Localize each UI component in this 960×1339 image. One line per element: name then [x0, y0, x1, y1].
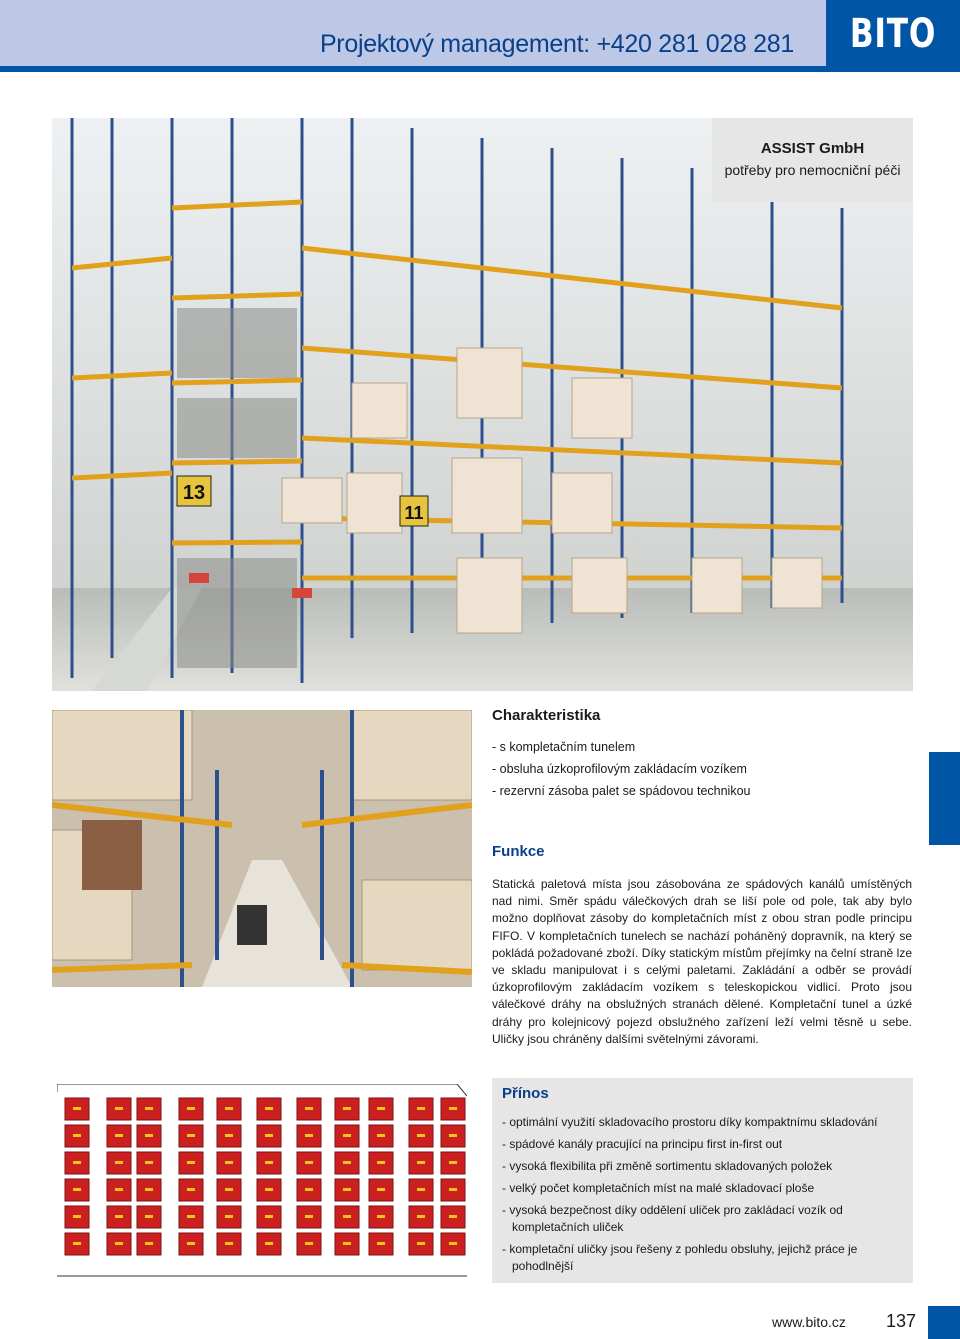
flow-arrow	[225, 1107, 233, 1110]
company-name: ASSIST GmbH	[760, 140, 865, 157]
flow-arrow	[377, 1107, 385, 1110]
side-chapter-tab	[929, 752, 960, 845]
flow-arrow	[225, 1215, 233, 1218]
tunnel-illustration	[52, 710, 472, 987]
flow-arrow	[417, 1215, 425, 1218]
flow-arrow	[225, 1134, 233, 1137]
flow-arrow	[377, 1134, 385, 1137]
list-item: - obsluha úzkoprofilovým zakládacím vozíkem	[492, 762, 747, 776]
flow-arrow	[145, 1161, 153, 1164]
flow-arrow	[225, 1188, 233, 1191]
list-item: - spádové kanály pracující na principu first in-first out	[502, 1137, 783, 1151]
flow-arrow	[377, 1215, 385, 1218]
bito-logo	[826, 0, 960, 68]
flow-arrow	[377, 1161, 385, 1164]
flow-arrow	[115, 1242, 123, 1245]
flow-arrow	[115, 1188, 123, 1191]
company-subtitle: potřeby pro nemocniční péči	[724, 162, 901, 178]
prinos-list	[502, 1114, 902, 1280]
page-number: 137	[886, 1311, 917, 1331]
flow-arrow	[343, 1215, 351, 1218]
flow-arrow	[449, 1242, 457, 1245]
flow-arrow	[265, 1161, 273, 1164]
flow-arrow	[265, 1107, 273, 1110]
flow-arrow	[343, 1107, 351, 1110]
flow-arrow	[343, 1242, 351, 1245]
flow-arrow	[449, 1215, 457, 1218]
flow-arrow	[377, 1242, 385, 1245]
prinos-title: Přínos	[502, 1085, 549, 1102]
page-header-title: Projektový management: +420 281 028 281	[319, 30, 794, 58]
flow-arrow	[145, 1134, 153, 1137]
funkce-title: Funkce	[492, 843, 545, 860]
flow-arrow	[449, 1161, 457, 1164]
flow-arrow	[449, 1107, 457, 1110]
header-rule	[0, 66, 960, 72]
flow-arrow	[187, 1107, 195, 1110]
flow-arrow	[187, 1215, 195, 1218]
flow-arrow	[115, 1215, 123, 1218]
charakteristika-title: Charakteristika	[492, 707, 601, 724]
flow-arrow	[73, 1215, 81, 1218]
warehouse-illustration	[52, 118, 913, 691]
flow-arrow	[305, 1107, 313, 1110]
flow-arrow	[187, 1134, 195, 1137]
flow-arrow	[377, 1188, 385, 1191]
rack-label-11: 11	[404, 503, 424, 523]
flow-arrow	[343, 1188, 351, 1191]
flow-arrow	[265, 1134, 273, 1137]
flow-arrow	[265, 1242, 273, 1245]
picking-tunnel-photo	[52, 710, 472, 987]
list-item: - optimální využití skladovacího prostoru díky kompaktnímu skladování	[502, 1115, 878, 1129]
flow-arrow	[417, 1107, 425, 1110]
prinos-box	[492, 1078, 913, 1283]
flow-arrow	[449, 1134, 457, 1137]
flow-arrow	[73, 1107, 81, 1110]
flow-arrow	[265, 1188, 273, 1191]
flow-arrow	[417, 1188, 425, 1191]
flow-arrow	[145, 1107, 153, 1110]
flow-arrow	[305, 1242, 313, 1245]
flow-arrow	[417, 1161, 425, 1164]
rack-layout-diagram	[57, 1084, 467, 1279]
flow-arrow	[73, 1242, 81, 1245]
flow-arrow	[225, 1242, 233, 1245]
flow-arrow	[145, 1215, 153, 1218]
flow-arrow	[115, 1107, 123, 1110]
flow-arrow	[73, 1188, 81, 1191]
flow-arrow	[145, 1188, 153, 1191]
list-item: - rezervní zásoba palet se spádovou technikou	[492, 784, 751, 798]
flow-arrow	[449, 1188, 457, 1191]
flow-arrow	[73, 1134, 81, 1137]
list-item: - vysoká flexibilita při změně sortimentu skladovaných položek	[502, 1159, 833, 1173]
flow-arrow	[265, 1215, 273, 1218]
flow-arrow	[305, 1215, 313, 1218]
rack-diagram-svg	[57, 1084, 467, 1279]
list-item: - kompletační uličky jsou řešeny z pohledu obsluhy, jejichž práce je pohodlnější	[502, 1242, 858, 1273]
footer-url[interactable]: www.bito.cz	[772, 1314, 846, 1330]
flow-arrow	[343, 1134, 351, 1137]
flow-arrow	[343, 1161, 351, 1164]
flow-arrow	[73, 1161, 81, 1164]
warehouse-photo-main	[52, 118, 913, 691]
flow-arrow	[145, 1242, 153, 1245]
logo-text: BITO	[849, 11, 937, 57]
flow-arrow	[305, 1188, 313, 1191]
flow-arrow	[225, 1161, 233, 1164]
flow-arrow	[187, 1242, 195, 1245]
flow-arrow	[305, 1161, 313, 1164]
rack-label-13: 13	[182, 482, 206, 504]
flow-arrow	[115, 1134, 123, 1137]
funkce-text: Statická paletová místa jsou zásobována ze spádových kanálů umístěných nad nimi. Směr spádu válečkových drah se liší pole od pole, tak aby bylo možno doplňovat zásoby do kompletačních míst z obou stran podle principu FIFO. V kompletačních tunelech se nachází poháněný dopravník, na který se pokládá požadované zboží. Díky statickým místům přejímky na čelní straně lze ve skladu manipulovat i s celými paletami. Zakládání a odběr se provádí úzkoprofilovým zakládacím vozíkem s teleskopickou vidlicí. Proto jsou válečkové dráhy na obslužných stranách dělené. Kompletační tunel a úzké dráhy pro kolejnicový pojezd obslužného zařízení leží velmi těsně u sebe. Uličky jsou chráněny dalšími světelnými závorami.	[492, 877, 912, 1046]
flow-arrow	[305, 1134, 313, 1137]
rack-columns	[65, 1098, 465, 1255]
list-item: - velký počet kompletačních míst na malé skladovací ploše	[502, 1181, 815, 1195]
company-box	[712, 118, 913, 202]
flow-arrow	[417, 1134, 425, 1137]
list-item: - s kompletačním tunelem	[492, 740, 636, 754]
flow-arrow	[417, 1242, 425, 1245]
charakteristika-list	[492, 736, 751, 802]
flow-arrow	[115, 1161, 123, 1164]
flow-arrow	[187, 1161, 195, 1164]
flow-arrow	[187, 1188, 195, 1191]
footer-tab	[928, 1306, 960, 1339]
list-item: - vysoká bezpečnost díky oddělení uliček pro zakládací vozík od kompletačních uliček	[502, 1203, 843, 1234]
